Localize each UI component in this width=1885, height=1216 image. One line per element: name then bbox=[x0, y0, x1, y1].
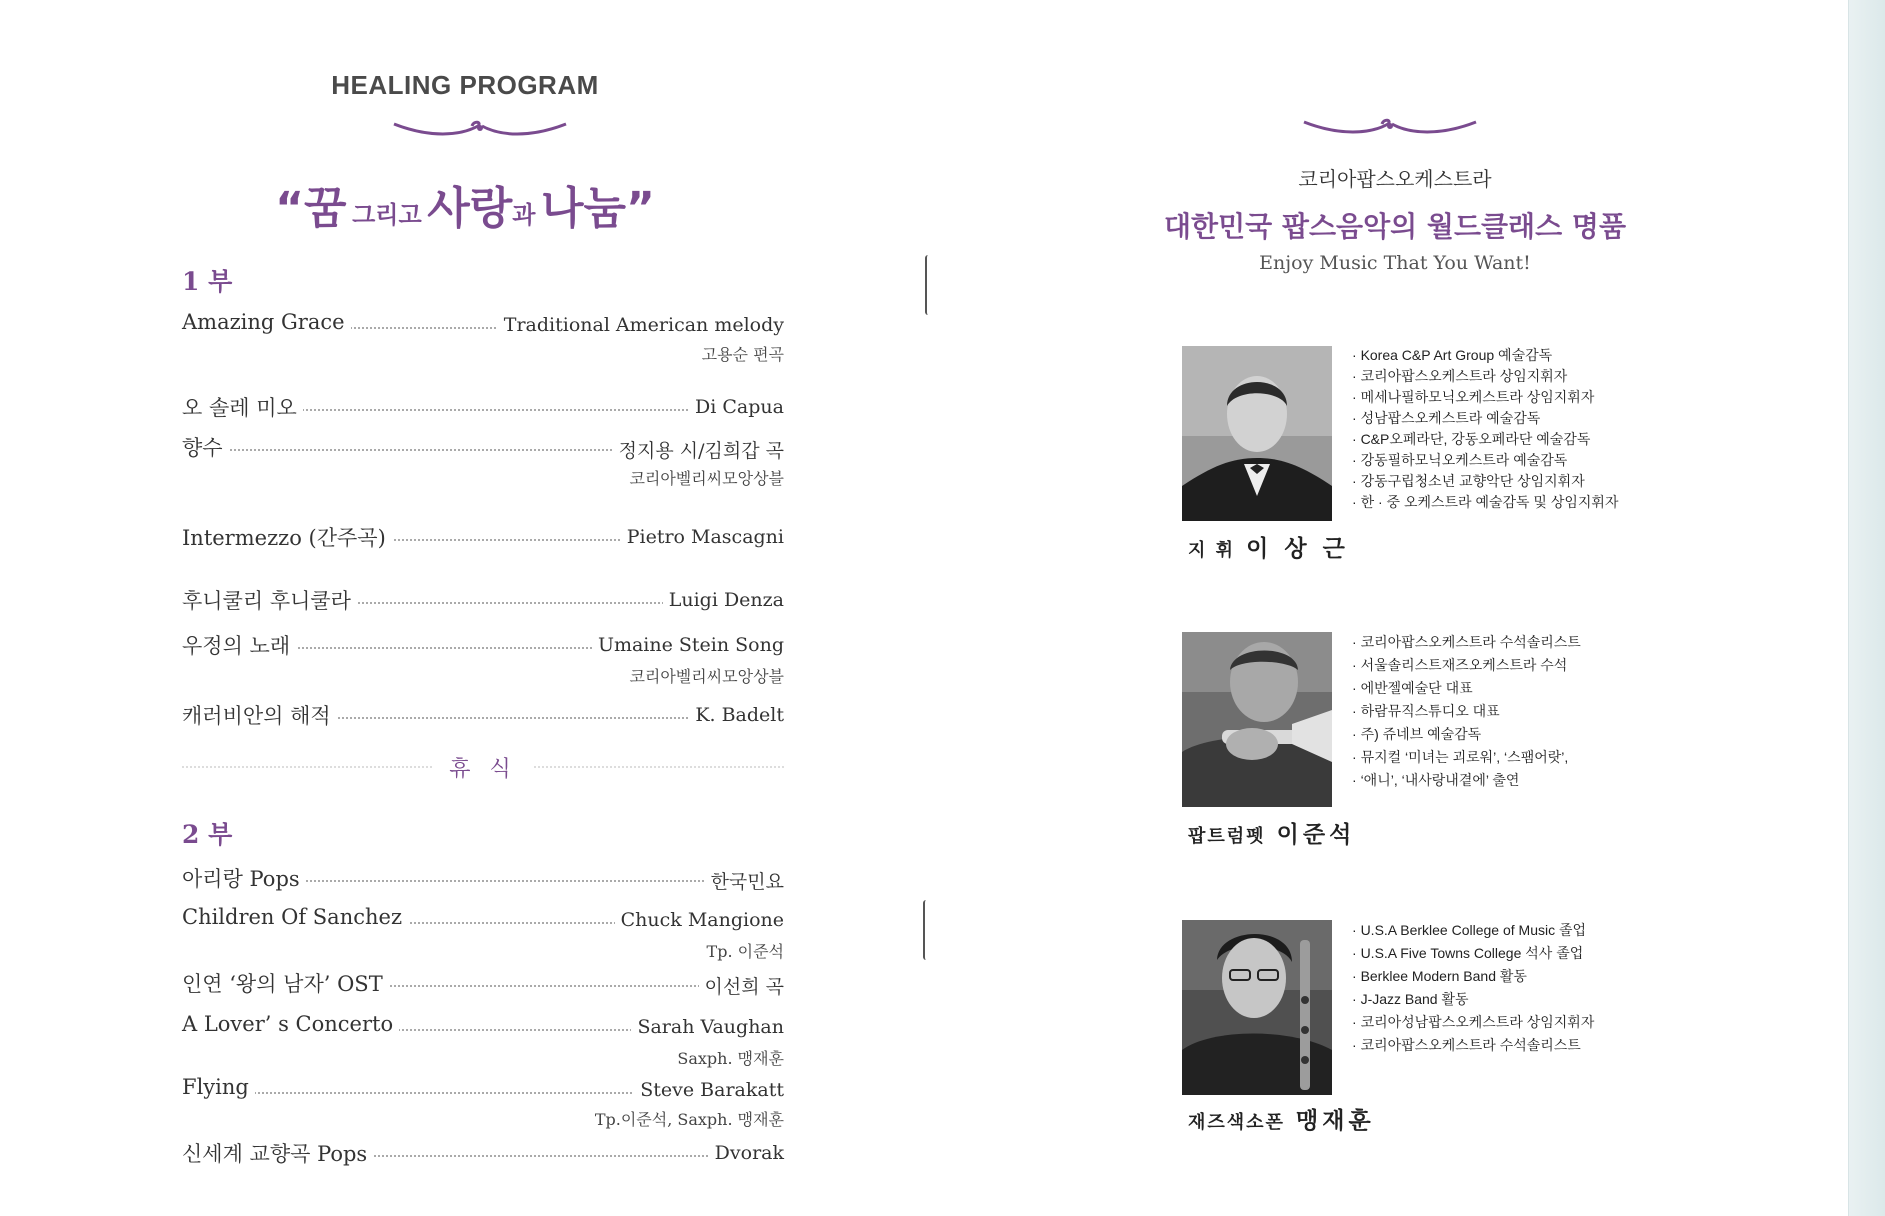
theme-word-sharing: 나눔 bbox=[541, 183, 627, 234]
song-note: Tp. 이준석 bbox=[706, 942, 784, 961]
program-item bbox=[182, 310, 784, 342]
song-title: Flying bbox=[182, 1075, 255, 1099]
quote-open: “ bbox=[275, 183, 304, 234]
part1-heading: 1 부 bbox=[182, 267, 233, 296]
performer-bio bbox=[1352, 345, 1618, 513]
program-item bbox=[182, 1075, 784, 1107]
intermission bbox=[182, 752, 784, 782]
song-credit: 정지용 시/김희갑 곡 bbox=[613, 436, 784, 463]
bio-line: · 코리아팝스오케스트라 수석솔리스트 bbox=[1352, 1035, 1594, 1058]
intermission-label: 휴 식 bbox=[433, 752, 533, 783]
song-title: 신세계 교향곡 Pops bbox=[182, 1138, 373, 1168]
theme-word-and: 그리고 bbox=[352, 201, 422, 229]
bio-line: · 강동필하모닉오케스트라 예술감독 bbox=[1352, 450, 1618, 471]
program-item bbox=[182, 585, 784, 617]
bio-line: · J-Jazz Band 활동 bbox=[1352, 989, 1594, 1012]
song-credit: Steve Barakatt bbox=[634, 1079, 784, 1101]
song-credit: Dvorak bbox=[709, 1142, 784, 1164]
orchestra-name: 코리아팝스오케스트라 bbox=[1298, 167, 1492, 191]
bio-line: · Korea C&P Art Group 예술감독 bbox=[1352, 345, 1618, 366]
song-credit: Luigi Denza bbox=[663, 589, 784, 611]
theme-word-love: 사랑 bbox=[427, 183, 513, 234]
program-item bbox=[182, 905, 784, 937]
bio-line: · Berklee Modern Band 활동 bbox=[1352, 966, 1594, 989]
bio-line: · 코리아팝스오케스트라 수석솔리스트 bbox=[1352, 632, 1581, 655]
program-item bbox=[182, 630, 784, 662]
bio-line: · 성남팝스오케스트라 예술감독 bbox=[1352, 408, 1618, 429]
song-title: Intermezzo (간주곡) bbox=[182, 522, 392, 552]
program-item bbox=[182, 863, 784, 895]
saxophonist-photo bbox=[1182, 920, 1332, 1095]
program-header: HEALING PROGRAM bbox=[331, 70, 599, 100]
song-title: Children Of Sanchez bbox=[182, 905, 408, 929]
bio-line: · U.S.A Five Towns College 석사 졸업 bbox=[1352, 943, 1594, 966]
performer-role: 지 휘 bbox=[1188, 540, 1236, 561]
bio-line: · 주) 쥬네브 예술감독 bbox=[1352, 724, 1581, 747]
performer-role: 재즈색소폰 bbox=[1188, 1112, 1285, 1133]
right-page bbox=[930, 0, 1885, 1216]
bio-line: · 강동구립청소년 교향악단 상임지휘자 bbox=[1352, 471, 1618, 492]
ornament-divider bbox=[390, 116, 570, 140]
song-credit: Umaine Stein Song bbox=[592, 634, 784, 656]
song-title: 인연 ‘왕의 남자’ OST bbox=[182, 968, 389, 998]
song-credit: Traditional American melody bbox=[498, 314, 784, 336]
performer-bio bbox=[1352, 920, 1594, 1058]
bio-line: · C&P오페라단, 강동오페라단 예술감독 bbox=[1352, 429, 1618, 450]
song-note: 코리아벨리씨모앙상블 bbox=[629, 667, 784, 686]
headline: 대한민국 팝스음악의 월드클래스 명품 bbox=[1163, 210, 1626, 243]
song-credit: Di Capua bbox=[689, 396, 784, 418]
song-title: 우정의 노래 bbox=[182, 630, 296, 660]
song-note: Tp.이준석, Saxph. 맹재훈 bbox=[594, 1110, 784, 1129]
tagline: Enjoy Music That You Want! bbox=[1259, 252, 1531, 274]
program-item bbox=[182, 432, 784, 464]
performer-caption bbox=[1188, 816, 1355, 849]
performer-name: 맹재훈 bbox=[1296, 1108, 1375, 1134]
song-credit: K. Badelt bbox=[689, 704, 784, 726]
song-credit: Pietro Mascagni bbox=[621, 526, 784, 548]
bio-line: · 메세나필하모닉오케스트라 상임지휘자 bbox=[1352, 387, 1618, 408]
program-theme bbox=[250, 172, 680, 236]
song-credit: Chuck Mangione bbox=[615, 909, 784, 931]
performer-caption bbox=[1188, 530, 1349, 563]
program-item bbox=[182, 1138, 784, 1170]
song-credit: 한국민요 bbox=[705, 867, 784, 894]
song-credit: 이선희 곡 bbox=[699, 972, 784, 999]
program-item bbox=[182, 1012, 784, 1044]
trumpeter-photo bbox=[1182, 632, 1332, 807]
song-title: 캐러비안의 해적 bbox=[182, 700, 337, 730]
performer-name: 이준석 bbox=[1276, 822, 1356, 848]
song-title: 후니쿨리 후니쿨라 bbox=[182, 585, 357, 615]
ornament-divider bbox=[1300, 114, 1480, 138]
program-item bbox=[182, 968, 784, 1000]
performer-role: 팝트럼펫 bbox=[1188, 826, 1266, 847]
performer-name: 이 상 근 bbox=[1246, 536, 1349, 562]
song-note: Saxph. 맹재훈 bbox=[677, 1049, 784, 1068]
song-title: A Lover’ s Concerto bbox=[182, 1012, 399, 1036]
song-note: 코리아벨리씨모앙상블 bbox=[629, 469, 784, 488]
bio-line: · U.S.A Berklee College of Music 졸업 bbox=[1352, 920, 1594, 943]
program-item bbox=[182, 392, 784, 424]
performer-caption bbox=[1188, 1102, 1375, 1135]
left-page bbox=[0, 0, 930, 1216]
song-credit: Sarah Vaughan bbox=[631, 1016, 784, 1038]
page-edge-strip bbox=[1848, 0, 1885, 1216]
bio-line: · 코리아팝스오케스트라 상임지휘자 bbox=[1352, 366, 1618, 387]
song-title: 향수 bbox=[182, 432, 229, 462]
song-title: 아리랑 Pops bbox=[182, 863, 306, 893]
bio-line: · 한 · 중 오케스트라 예술감독 및 상임지휘자 bbox=[1352, 492, 1618, 513]
bio-line: · 하람뮤직스튜디오 대표 bbox=[1352, 701, 1581, 724]
quote-close: ” bbox=[626, 183, 655, 234]
bio-line: · 서울솔리스트재즈오케스트라 수석 bbox=[1352, 655, 1581, 678]
program-item bbox=[182, 522, 784, 554]
bio-line: · ‘애니’, ‘내사랑내곁에’ 출연 bbox=[1352, 770, 1581, 793]
performer-bio bbox=[1352, 632, 1581, 793]
theme-word-with: 과 bbox=[512, 201, 536, 229]
bio-line: · 코리아성남팝스오케스트라 상임지휘자 bbox=[1352, 1012, 1594, 1035]
program-item bbox=[182, 700, 784, 732]
bio-line: · 에반젤예술단 대표 bbox=[1352, 678, 1581, 701]
song-title: Amazing Grace bbox=[182, 310, 351, 334]
part2-heading: 2 부 bbox=[182, 820, 233, 849]
theme-word-dream: 꿈 bbox=[303, 183, 347, 234]
bio-line: · 뮤지컬 ‘미녀는 괴로워’, ‘스팸어랏’, bbox=[1352, 747, 1581, 770]
song-title: 오 솔레 미오 bbox=[182, 392, 303, 422]
song-note: 고용순 편곡 bbox=[701, 345, 784, 364]
conductor-photo bbox=[1182, 346, 1332, 521]
